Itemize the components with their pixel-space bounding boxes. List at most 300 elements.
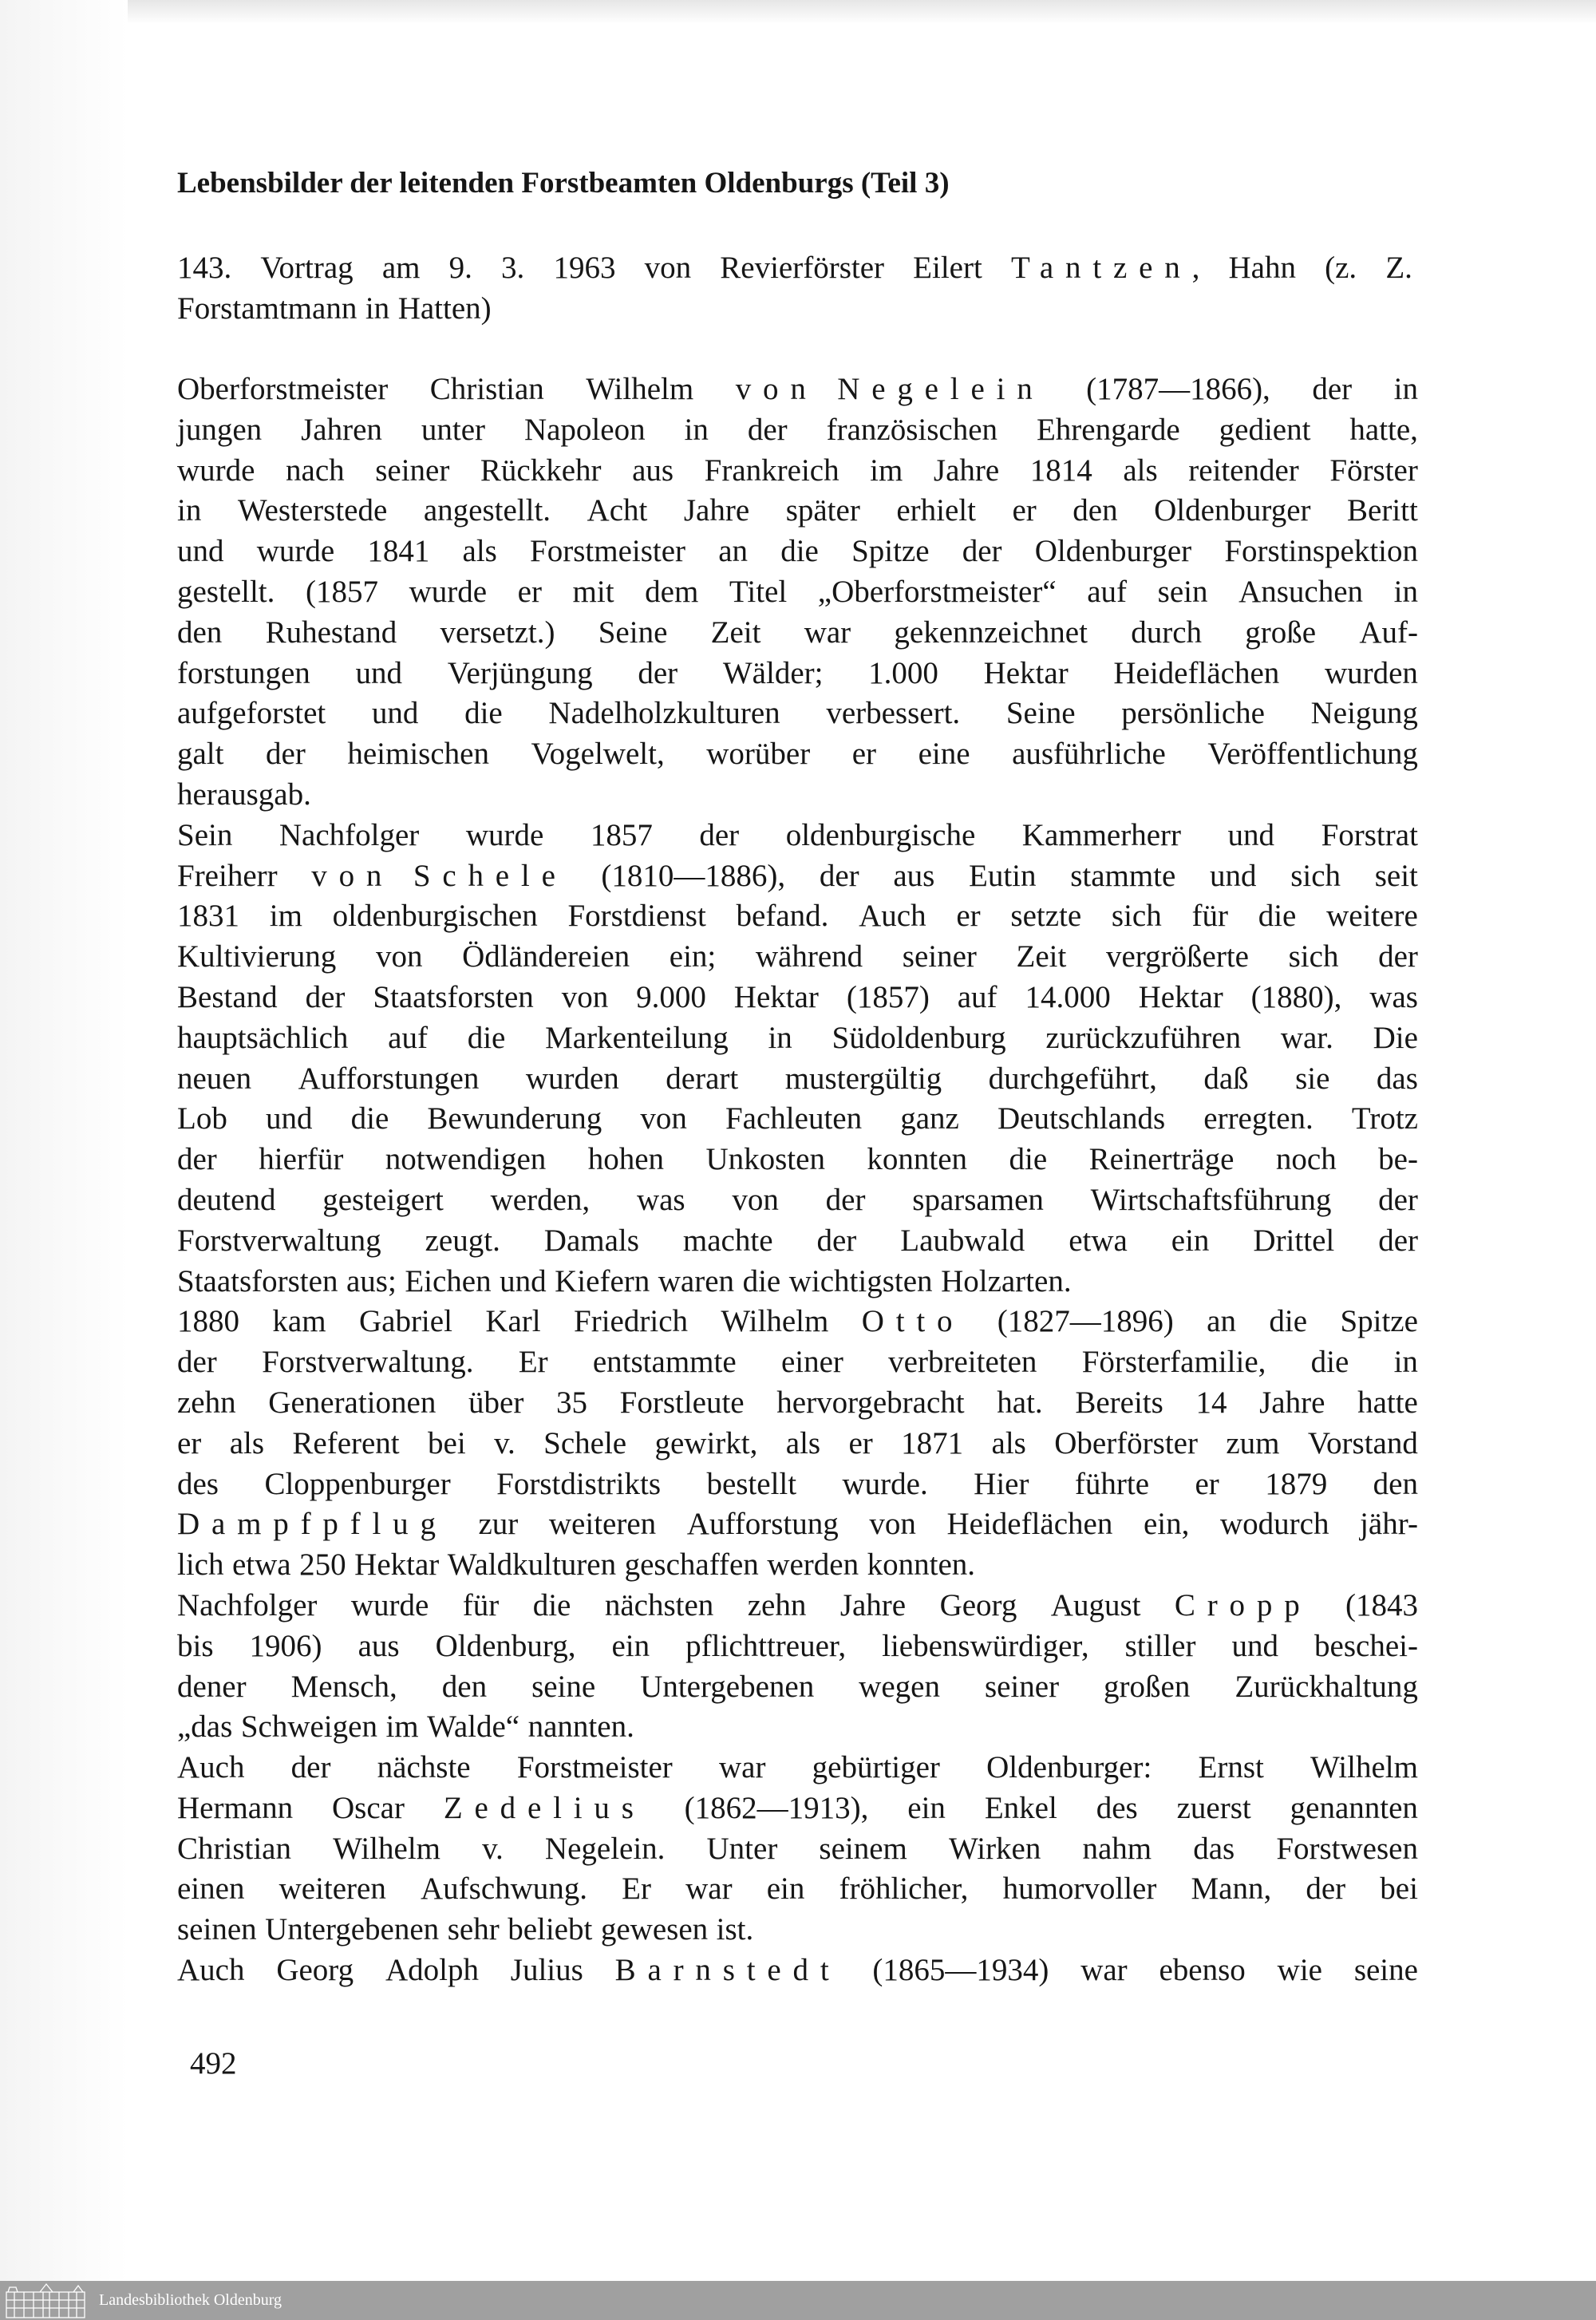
text-line	[177, 288, 1412, 329]
text: zehn	[177, 1385, 236, 1420]
text: Veröffentlichung	[1207, 737, 1418, 772]
text: beliebt	[508, 1912, 593, 1947]
text: Forstamtmann	[177, 290, 358, 326]
word	[299, 1545, 346, 1586]
text: machte	[682, 1223, 773, 1258]
library-footer-bar	[0, 2281, 1596, 2320]
word	[543, 1424, 626, 1464]
text-line	[177, 572, 1418, 613]
text: Oberförster	[1054, 1425, 1198, 1460]
text: bis	[177, 1628, 214, 1663]
word	[356, 654, 403, 694]
text: (1810—1886),	[601, 858, 786, 893]
word	[1259, 1383, 1325, 1424]
word	[530, 532, 685, 572]
word	[1228, 816, 1275, 856]
word	[918, 734, 970, 775]
text: in	[684, 412, 709, 447]
word	[177, 1464, 219, 1505]
word	[872, 1950, 1049, 1991]
text: setzte	[1010, 899, 1082, 934]
text: der	[1306, 1871, 1346, 1907]
text: Ödländereien	[462, 939, 630, 974]
text: Negelein.	[544, 1831, 666, 1866]
text: wurde	[177, 453, 255, 488]
text: Georg	[939, 1587, 1017, 1622]
word	[177, 1059, 251, 1100]
text: Fachleuten	[725, 1101, 863, 1136]
word	[1295, 1059, 1329, 1100]
text: die	[350, 1101, 389, 1136]
text-line	[177, 1302, 1418, 1342]
text: 1.000	[868, 655, 938, 690]
word	[177, 1504, 448, 1545]
text: notwendigen	[385, 1142, 547, 1177]
text: Forstrat	[1321, 817, 1418, 852]
word	[553, 247, 615, 288]
word	[232, 1545, 291, 1586]
word	[373, 978, 533, 1018]
text-line	[177, 937, 1418, 978]
text: Holzarten.	[941, 1263, 1072, 1298]
text-line	[177, 1910, 1418, 1950]
word	[1199, 1748, 1264, 1788]
text: Wirken	[948, 1831, 1041, 1866]
text-line	[177, 1586, 1418, 1626]
word	[767, 1545, 859, 1586]
word	[177, 247, 231, 288]
word	[177, 288, 357, 329]
word	[259, 1140, 343, 1180]
word	[421, 410, 485, 451]
word	[1325, 654, 1418, 694]
word	[997, 1383, 1042, 1424]
word	[1191, 1869, 1271, 1910]
word	[1086, 370, 1270, 410]
word	[1154, 491, 1310, 532]
text: oldenburgische	[785, 817, 976, 852]
text: Enkel	[984, 1790, 1057, 1825]
word	[1290, 1788, 1418, 1829]
word	[1035, 532, 1191, 572]
word	[1373, 1018, 1418, 1059]
word	[780, 532, 819, 572]
word	[501, 247, 524, 288]
text: wurden	[1324, 655, 1418, 690]
text-line	[177, 1504, 1418, 1545]
text-line	[177, 1018, 1418, 1059]
word	[706, 1464, 796, 1505]
word	[1104, 1667, 1190, 1708]
text: war	[685, 1871, 733, 1907]
text: ebenso	[1159, 1953, 1246, 1988]
text-line	[177, 1059, 1418, 1100]
text-line	[177, 1383, 1418, 1424]
text-line	[177, 816, 1418, 856]
text: erhielt	[896, 493, 976, 528]
word	[1045, 1018, 1241, 1059]
text: wurde	[256, 534, 335, 569]
word	[736, 370, 1045, 410]
word	[1075, 1383, 1163, 1424]
word	[868, 654, 938, 694]
word	[177, 1140, 217, 1180]
text: Nachfolger	[177, 1587, 318, 1622]
word	[867, 1545, 975, 1586]
word	[266, 734, 306, 775]
text: nahm	[1082, 1831, 1152, 1866]
word	[1188, 451, 1299, 492]
text-line	[177, 1221, 1418, 1262]
word	[462, 937, 630, 978]
word	[684, 491, 749, 532]
word	[1010, 896, 1081, 937]
word	[732, 1180, 779, 1221]
word	[655, 1424, 758, 1464]
emphasized-name: von Schele	[311, 858, 567, 893]
word	[1276, 1140, 1337, 1180]
word	[1123, 451, 1157, 492]
word	[707, 1829, 778, 1870]
text: (1787—1866),	[1086, 372, 1270, 406]
word	[1125, 1626, 1196, 1667]
text: Untergebenen	[265, 1912, 440, 1947]
text: Reinerträge	[1088, 1142, 1235, 1177]
word	[882, 1626, 1088, 1667]
word	[776, 1383, 964, 1424]
word	[1195, 1383, 1227, 1424]
text: Oscar	[332, 1790, 405, 1825]
text: dener	[177, 1669, 247, 1704]
text: Jahren	[301, 412, 382, 447]
word	[238, 491, 387, 532]
word	[375, 451, 449, 492]
text: 9.000	[636, 979, 706, 1014]
word	[573, 572, 614, 613]
text-line	[177, 613, 1418, 654]
word	[894, 613, 1088, 654]
text: August	[1050, 1587, 1141, 1622]
text: weitere	[1326, 899, 1418, 934]
word	[298, 1059, 480, 1100]
word	[718, 532, 748, 572]
word	[611, 1626, 650, 1667]
word	[640, 1099, 687, 1140]
text-line	[177, 1667, 1418, 1708]
word	[1139, 978, 1223, 1018]
word	[1326, 896, 1418, 937]
word	[946, 1504, 1112, 1545]
word	[1037, 410, 1180, 451]
word	[721, 1302, 828, 1342]
word	[526, 1059, 619, 1100]
text: als	[991, 1425, 1026, 1460]
text: (1827—1896)	[997, 1304, 1174, 1339]
word	[756, 937, 863, 978]
word	[601, 856, 785, 897]
word	[385, 1950, 479, 1991]
word	[1360, 1504, 1418, 1545]
word	[1359, 613, 1418, 654]
word	[177, 1262, 338, 1302]
text: über	[468, 1385, 524, 1420]
word	[177, 1180, 275, 1221]
text: Bereits	[1075, 1385, 1163, 1420]
text: aus;	[346, 1263, 397, 1298]
text: durchgeführt,	[988, 1061, 1157, 1096]
word	[1378, 1180, 1418, 1221]
text: Unkosten	[705, 1142, 825, 1177]
word	[1238, 572, 1363, 613]
text: mit	[572, 574, 614, 609]
word	[786, 1424, 820, 1464]
word	[556, 1383, 587, 1424]
text: seinem	[819, 1831, 907, 1866]
text-line	[177, 1829, 1418, 1870]
text: Unter	[706, 1831, 778, 1866]
word	[827, 410, 998, 451]
text: gesteigert	[322, 1182, 444, 1217]
word	[1369, 978, 1418, 1018]
word	[177, 1626, 214, 1667]
word	[177, 491, 201, 532]
text: weiteren	[548, 1507, 657, 1542]
text: zehn	[747, 1587, 807, 1622]
word	[1091, 1180, 1332, 1221]
word	[706, 734, 810, 775]
text: hatte,	[1349, 412, 1418, 447]
text: des	[1096, 1790, 1138, 1825]
text: 35	[555, 1385, 587, 1420]
word	[177, 1829, 291, 1870]
word	[737, 896, 829, 937]
word	[533, 1586, 571, 1626]
word	[723, 654, 824, 694]
word	[896, 491, 976, 532]
word	[262, 1342, 473, 1383]
text: und	[500, 1263, 547, 1298]
text: er	[956, 899, 981, 934]
text: Eilert	[913, 251, 982, 285]
word	[1325, 247, 1357, 288]
word	[1385, 247, 1412, 288]
text: Auch	[859, 899, 926, 934]
text: und	[1231, 1628, 1278, 1663]
text: war.	[1280, 1020, 1333, 1055]
text: jähr-	[1360, 1507, 1418, 1542]
word	[531, 1667, 595, 1708]
text: wurde	[465, 817, 544, 852]
word	[1003, 1869, 1157, 1910]
word	[848, 1424, 872, 1464]
word	[768, 1018, 792, 1059]
word	[1210, 856, 1257, 897]
word	[1224, 532, 1418, 572]
word	[177, 856, 278, 897]
word	[900, 1099, 959, 1140]
word	[1314, 1626, 1418, 1667]
word	[427, 1099, 602, 1140]
text: konnten	[867, 1142, 968, 1177]
text: Heideflächen	[1113, 655, 1280, 690]
text: Forstmeister	[530, 534, 686, 569]
word	[276, 1950, 354, 1991]
text-line	[177, 1424, 1418, 1464]
word	[598, 613, 668, 654]
word	[984, 654, 1069, 694]
text: 1831	[177, 899, 239, 934]
word	[270, 896, 302, 937]
word	[1203, 1099, 1314, 1140]
text: forstungen	[177, 655, 310, 690]
text: im	[385, 1709, 419, 1745]
word	[587, 491, 648, 532]
word	[941, 1262, 1072, 1302]
word	[699, 816, 739, 856]
text: (1865—1934)	[872, 1953, 1049, 1988]
word	[586, 370, 693, 410]
word	[333, 1829, 440, 1870]
text: Damals	[543, 1223, 639, 1258]
text: im	[269, 899, 302, 934]
text: Julius	[510, 1953, 583, 1988]
word	[524, 410, 646, 451]
text: gestellt.	[177, 574, 275, 609]
text: Zeit	[1016, 939, 1067, 974]
word	[430, 370, 544, 410]
word	[567, 896, 705, 937]
text: 250	[299, 1547, 346, 1583]
text-line	[177, 775, 1418, 816]
word	[685, 410, 709, 451]
text: die	[1009, 1142, 1048, 1177]
text: Auch	[177, 1750, 245, 1785]
text: Frankreich	[704, 453, 839, 488]
word	[480, 451, 602, 492]
emphasized-name: Tantzen	[1010, 251, 1192, 285]
word	[425, 1221, 500, 1262]
word	[1354, 1950, 1418, 1991]
word	[1253, 1221, 1334, 1262]
word	[622, 1869, 651, 1910]
text: die	[1310, 1345, 1349, 1380]
text: in	[1393, 574, 1418, 609]
word	[257, 532, 334, 572]
text: war	[1080, 1953, 1128, 1988]
word	[177, 1910, 257, 1950]
text: und	[177, 534, 224, 569]
text: verbreiteten	[888, 1345, 1037, 1380]
text: Forstverwaltung.	[262, 1345, 474, 1380]
word	[518, 572, 542, 613]
word	[466, 816, 543, 856]
text: Hahn	[1228, 251, 1296, 285]
text: bestellt	[706, 1466, 797, 1501]
text-line	[177, 1180, 1418, 1221]
word	[491, 1180, 591, 1221]
word	[826, 694, 960, 734]
word	[440, 613, 555, 654]
text: seit	[1374, 858, 1418, 893]
word	[347, 734, 489, 775]
text: liebenswürdiger,	[882, 1628, 1089, 1663]
text: pflichttreuer,	[685, 1628, 847, 1663]
word	[819, 1829, 907, 1870]
text: Bestand	[177, 979, 278, 1014]
text: mustergültig	[784, 1061, 942, 1096]
text: Jahre	[839, 1587, 907, 1622]
word	[1121, 694, 1265, 734]
word	[382, 247, 421, 288]
word	[306, 978, 346, 1018]
word	[1069, 1221, 1128, 1262]
text: seiner	[375, 453, 450, 488]
word	[645, 572, 698, 613]
word	[998, 1099, 1165, 1140]
text: (z.	[1325, 251, 1357, 285]
word	[354, 1545, 439, 1586]
word	[1175, 1586, 1312, 1626]
text: war	[804, 615, 851, 650]
word	[250, 1626, 322, 1667]
word	[268, 1383, 436, 1424]
text: hauptsächlich	[177, 1020, 349, 1055]
text: Auch	[177, 1953, 245, 1988]
text: Forstdienst	[567, 899, 706, 934]
text: von	[561, 979, 609, 1014]
text: Waldkulturen	[447, 1547, 617, 1583]
word	[956, 896, 980, 937]
text: Forstverwaltung	[177, 1223, 381, 1258]
word	[949, 1829, 1041, 1870]
word	[448, 1910, 500, 1950]
word	[1373, 1464, 1418, 1505]
text: wurde	[409, 574, 488, 609]
text: Cloppenburger	[264, 1466, 451, 1501]
word	[177, 1424, 201, 1464]
text-line	[177, 694, 1418, 734]
text: Untergebenen	[640, 1669, 815, 1704]
word	[1073, 491, 1117, 532]
text: hat.	[997, 1385, 1043, 1420]
text: (1857)	[846, 979, 930, 1014]
word	[1006, 694, 1076, 734]
word	[478, 1504, 518, 1545]
text: Georg	[276, 1953, 354, 1988]
word	[385, 1140, 546, 1180]
page-number: 492	[190, 2046, 237, 2081]
text: angestellt.	[423, 493, 551, 528]
word	[1082, 1342, 1266, 1383]
word	[588, 1140, 664, 1180]
word	[605, 1586, 713, 1626]
text: als	[229, 1425, 265, 1460]
word	[528, 1707, 634, 1748]
text: die	[532, 1587, 571, 1622]
text: Westerstede	[237, 493, 388, 528]
word	[870, 451, 903, 492]
text: zur	[478, 1507, 519, 1542]
text: etwa	[1069, 1223, 1128, 1258]
text: Generationen	[268, 1385, 437, 1420]
text-line	[177, 1262, 1418, 1302]
word	[862, 1302, 965, 1342]
word	[230, 1424, 264, 1464]
text: im	[870, 453, 903, 488]
text: (1880),	[1250, 979, 1342, 1014]
text: Trotz	[1351, 1101, 1418, 1136]
word	[333, 896, 538, 937]
